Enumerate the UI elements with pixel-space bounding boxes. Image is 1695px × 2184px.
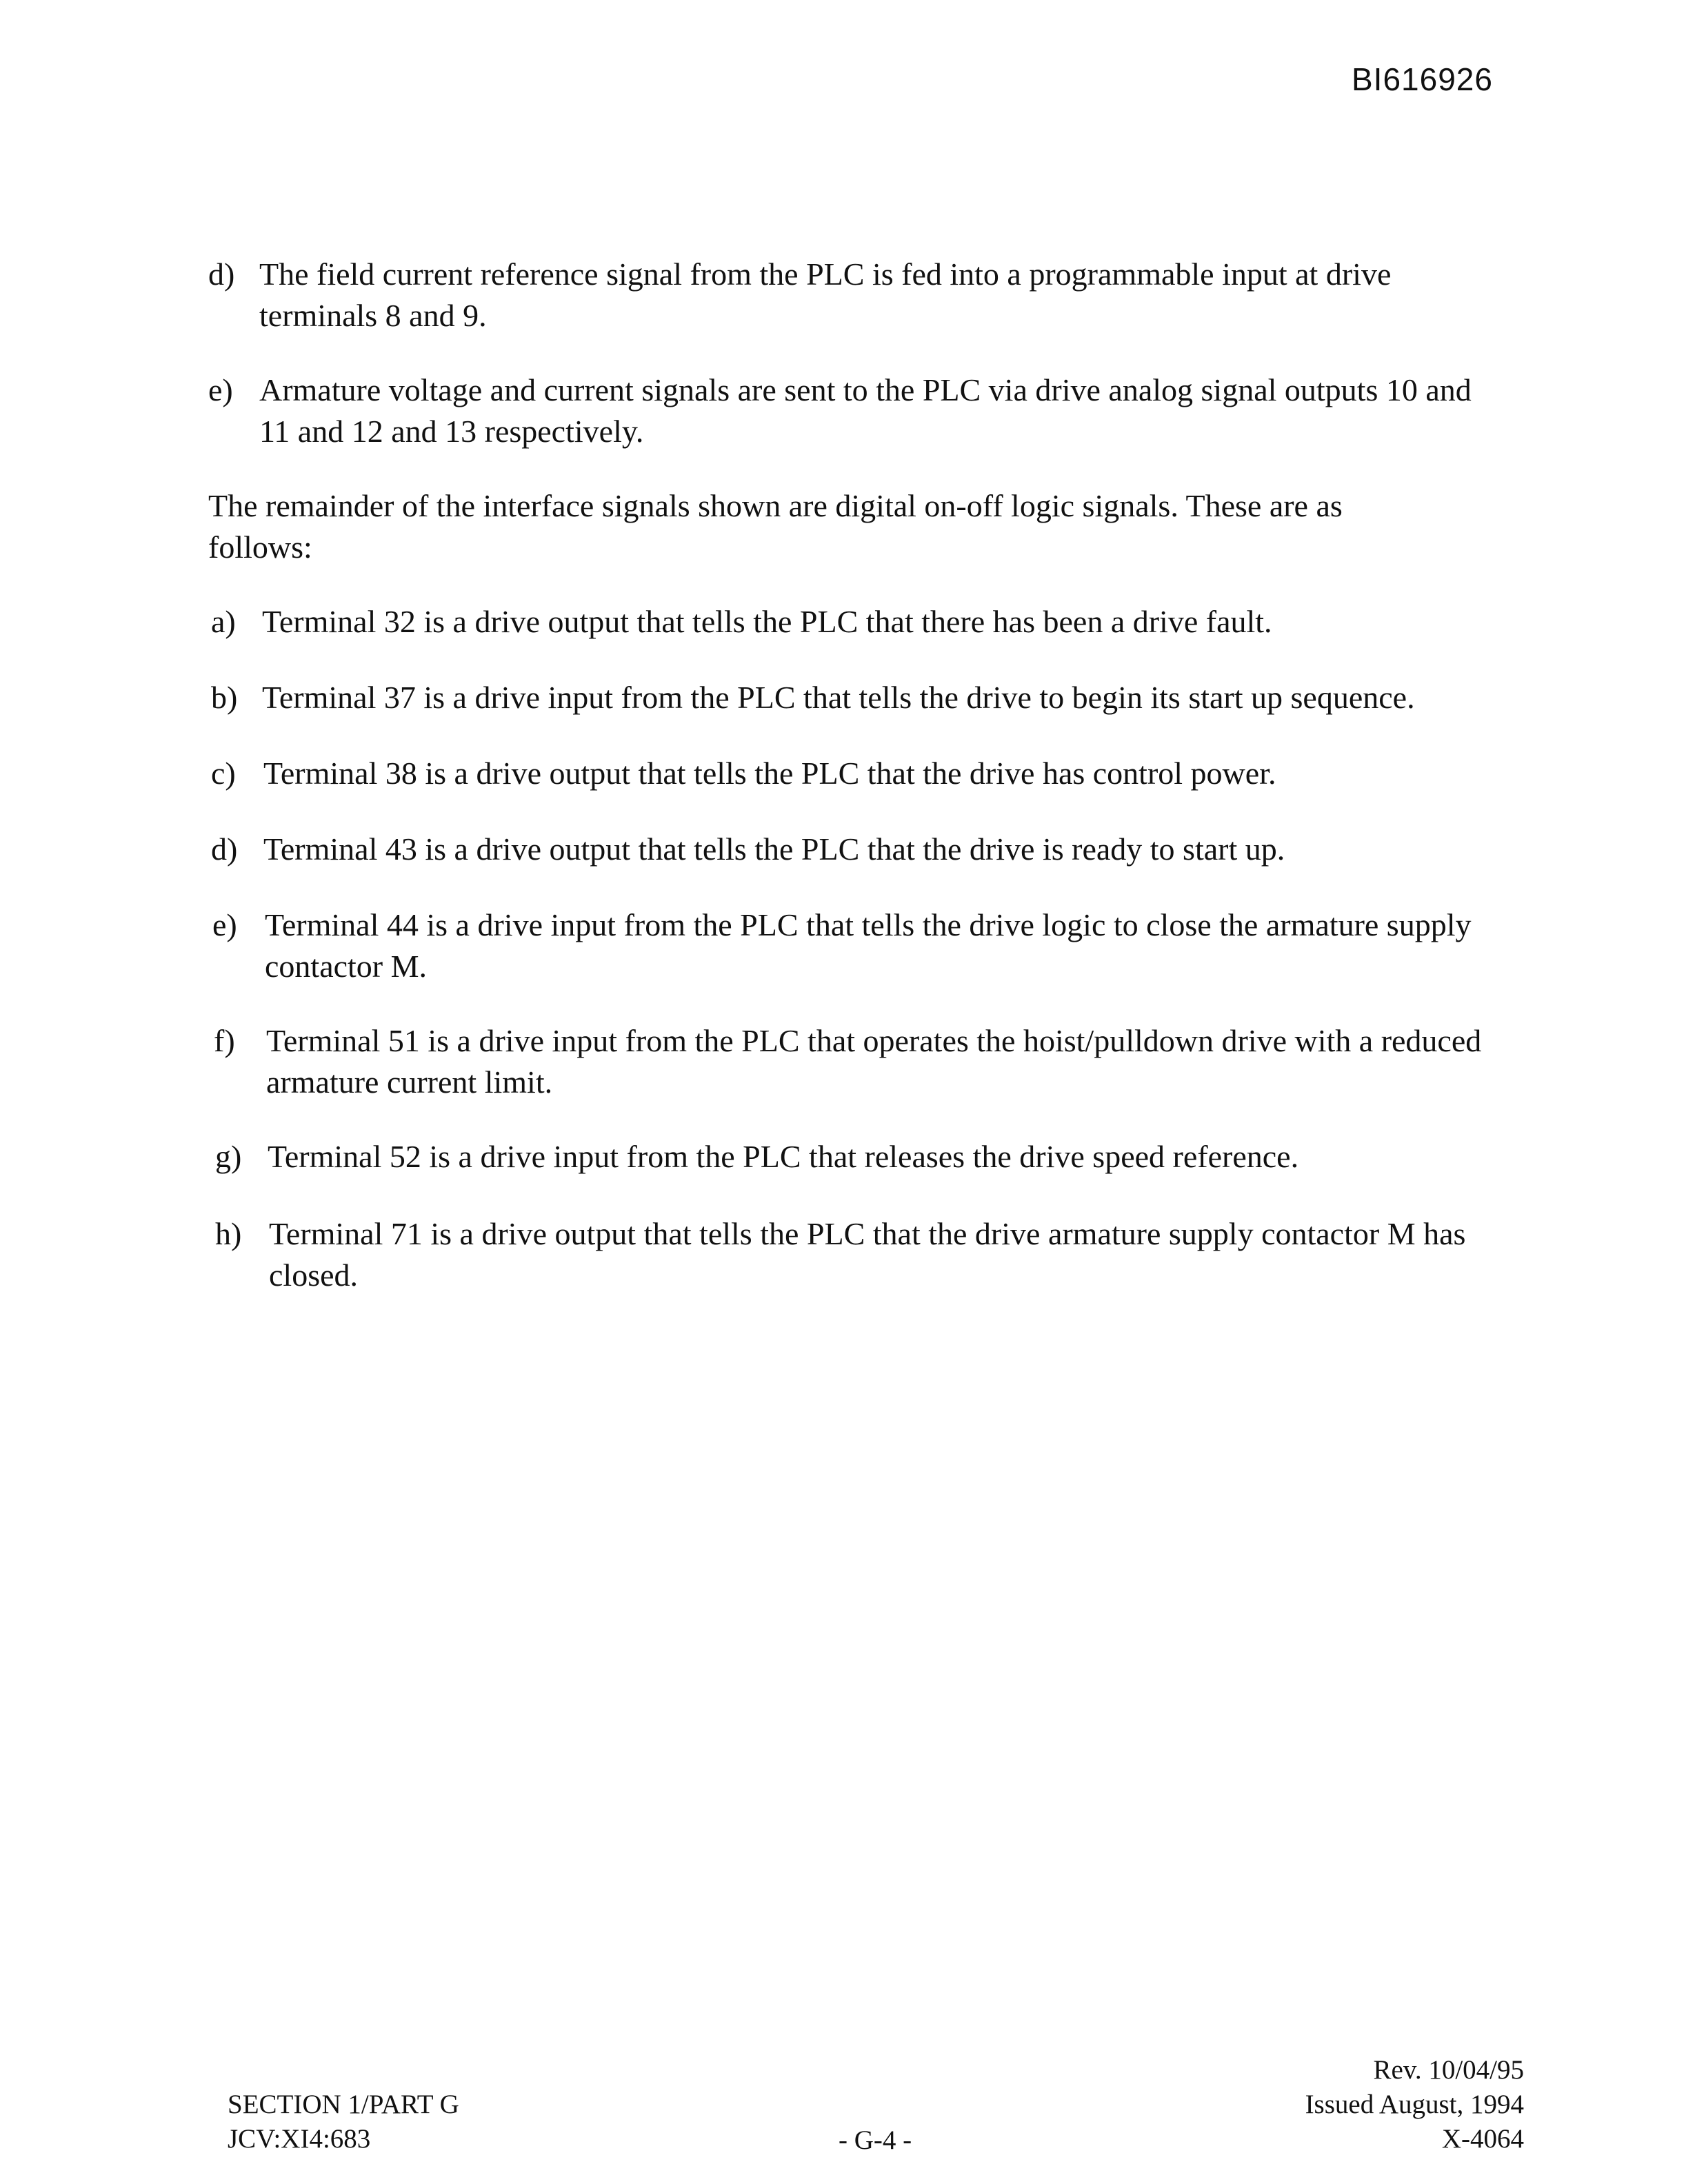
- list-item-c-terminal-38: [211, 753, 1507, 794]
- list-marker: f): [214, 1023, 235, 1058]
- list-item-text: Terminal 52 is a drive input from the PLC that releases the drive speed reference.: [268, 1139, 1299, 1174]
- list-marker: d): [208, 256, 235, 292]
- page-number: - G-4 -: [839, 2125, 912, 2155]
- list-marker: a): [211, 604, 236, 639]
- document-id: BI616926: [1352, 61, 1493, 97]
- intro-paragraph: The remainder of the interface signals shown are digital on-off logic signals. These are as follows:: [208, 488, 1343, 565]
- list-item-g-terminal-52: [215, 1136, 1512, 1177]
- list-marker: d): [211, 831, 238, 867]
- list-marker: b): [211, 680, 238, 715]
- list-marker: h): [215, 1216, 242, 1251]
- footer-issued: Issued August, 1994: [1305, 2090, 1524, 2119]
- footer-revision: Rev. 10/04/95: [1373, 2055, 1524, 2085]
- list-item-text: The field current reference signal from the PLC is fed into a programmable input at drive terminals 8 and 9.: [259, 256, 1392, 333]
- footer-revision-info: [1305, 2053, 1524, 2156]
- list-marker: c): [211, 756, 236, 791]
- footer-section: SECTION 1/PART G: [228, 2090, 459, 2119]
- list-item-d-field-current: [208, 254, 1491, 336]
- list-item-text: Terminal 51 is a drive input from the PLC that operates the hoist/pulldown drive with a reduced armature current limit.: [266, 1023, 1482, 1100]
- list-item-f-terminal-51: [214, 1020, 1510, 1103]
- list-item-e-armature-voltage: [208, 370, 1491, 452]
- list-item-text: Terminal 38 is a drive output that tells the PLC that the drive has control power.: [263, 756, 1276, 791]
- list-item-text: Terminal 43 is a drive output that tells the PLC that the drive is ready to start up.: [263, 831, 1285, 867]
- list-item-a-terminal-32: [211, 601, 1507, 643]
- list-item-text: Armature voltage and current signals are sent to the PLC via drive analog signal outputs 10 and 11 and 12 and 13 respectively.: [259, 372, 1472, 449]
- list-marker: g): [215, 1139, 242, 1174]
- list-item-text: Terminal 71 is a drive output that tells the PLC that the drive armature supply contactor M has closed.: [269, 1216, 1466, 1293]
- list-marker: e): [212, 907, 237, 942]
- list-marker: e): [208, 372, 233, 407]
- footer-section-info: [228, 2087, 459, 2156]
- list-item-b-terminal-37: [211, 677, 1507, 718]
- footer-doc-number: X-4064: [1441, 2124, 1524, 2154]
- footer-code: JCV:XI4:683: [228, 2124, 371, 2154]
- list-item-e-terminal-44: [212, 904, 1509, 987]
- list-item-d-terminal-43: [211, 829, 1507, 870]
- list-item-text: Terminal 32 is a drive output that tells the PLC that there has been a drive fault.: [262, 604, 1272, 639]
- list-item-h-terminal-71: [215, 1213, 1512, 1296]
- list-item-text: Terminal 44 is a drive input from the PLC that tells the drive logic to close the armature supply contactor M.: [265, 907, 1472, 984]
- list-item-text: Terminal 37 is a drive input from the PLC that tells the drive to begin its start up sequence.: [262, 680, 1415, 715]
